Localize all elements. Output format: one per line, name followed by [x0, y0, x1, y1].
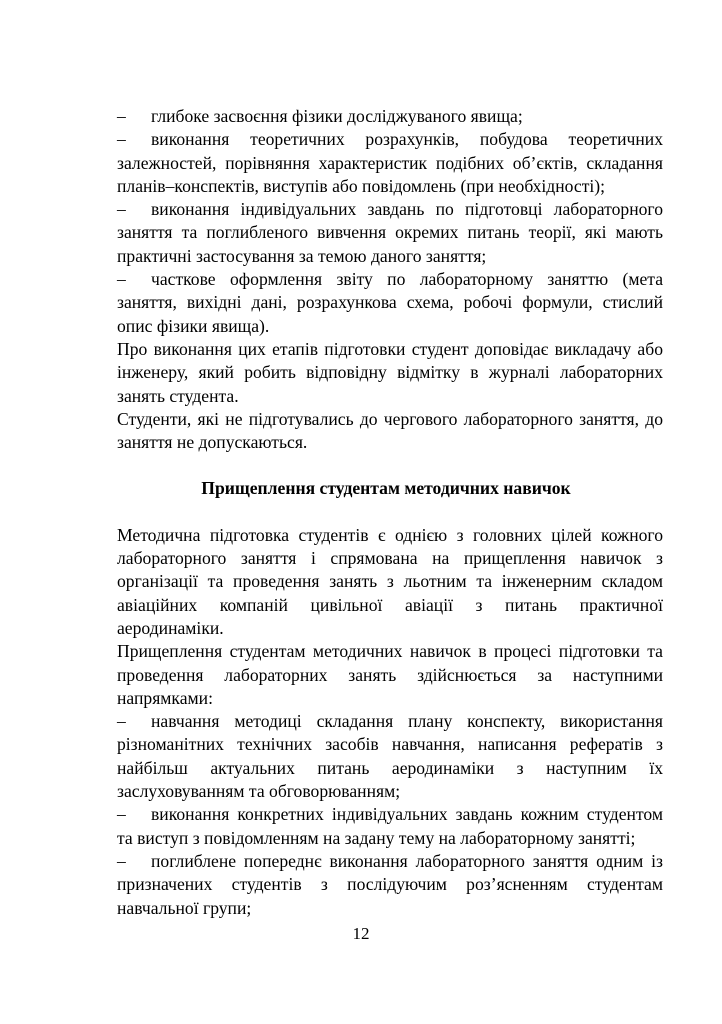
list-dash: – [117, 106, 126, 126]
list-item-text: виконання конкретних індивідуальних завдань кожним студентом та виступ з повідомленням на задану тему на лабораторному занятті; [117, 804, 663, 848]
paragraph-text: Прищеплення студентам методичних навичок в процесі підготовки та проведення лабораторних занять здійснюється за наступними напрямками: [117, 641, 663, 708]
list-item-3 [117, 198, 663, 268]
list-item-1 [117, 105, 663, 128]
list-dash: – [117, 804, 126, 825]
list-item-text: часткове оформлення звіту по лабораторному заняттю (мета заняття, вихідні дані, розрахункова схема, робочі формули, стислий опис фізики явища). [117, 269, 663, 336]
list-item-text: виконання індивідуальних завдань по підготовці лабораторного заняття та поглибленого вивчення окремих питань теорії, які мають практичні застосування за темою даного заняття; [117, 199, 663, 266]
paragraph-text: Про виконання цих етапів підготовки студент доповідає викладачу або інженеру, який робить відповідну відмітку в журналі лабораторних занять студента. [117, 338, 663, 406]
list-item-4 [117, 268, 663, 338]
list-item-text: виконання теоретичних розрахунків, побудова теоретичних залежностей, порівняння характеристик подібних об’єктів, складання планів–конспектів, виступів або повідомлень (при необхідності); [117, 129, 663, 196]
paragraph-directions [117, 640, 663, 710]
list-item-6 [117, 803, 663, 850]
list-item-5 [117, 710, 663, 803]
list-item-2 [117, 128, 663, 198]
paragraph-text: Студенти, які не підготувались до чергового лабораторного заняття, до заняття не допускаються. [117, 408, 663, 453]
paragraph-report [117, 338, 663, 408]
list-item-text: глибоке засвоєння фізики досліджуваного явища; [151, 106, 523, 126]
paragraph-text: Методична підготовка студентів є однією з головних цілей кожного лабораторного заняття і спрямована на прищеплення навичок з організації та проведення занять з льотним та інженерним складом авіаційних компаній цивільної авіації з питань практичної аеродинаміки. [117, 524, 663, 638]
list-dash: – [117, 711, 126, 732]
page-number: 12 [352, 924, 370, 943]
section-heading: Прищеплення студентам методичних навичок [201, 478, 571, 499]
list-dash: – [117, 269, 126, 290]
list-dash: – [117, 199, 126, 220]
paragraph-not-prepared [117, 408, 663, 455]
list-item-7 [117, 850, 663, 920]
paragraph-methodical [117, 524, 663, 640]
list-item-text: навчання методиці складання плану конспекту, використання різноманітних технічних засобів навчання, написання рефератів з найбільш актуальних питань аеродинаміки з наступним їх заслуховуванням та обговорюванням; [117, 711, 663, 802]
list-item-text: поглиблене попереднє виконання лабораторного заняття одним із призначених студентів з послідуючим роз’ясненням студентам навчальної групи; [117, 850, 663, 918]
list-dash: – [117, 850, 126, 871]
document-page [117, 105, 663, 920]
list-dash: – [117, 129, 126, 150]
